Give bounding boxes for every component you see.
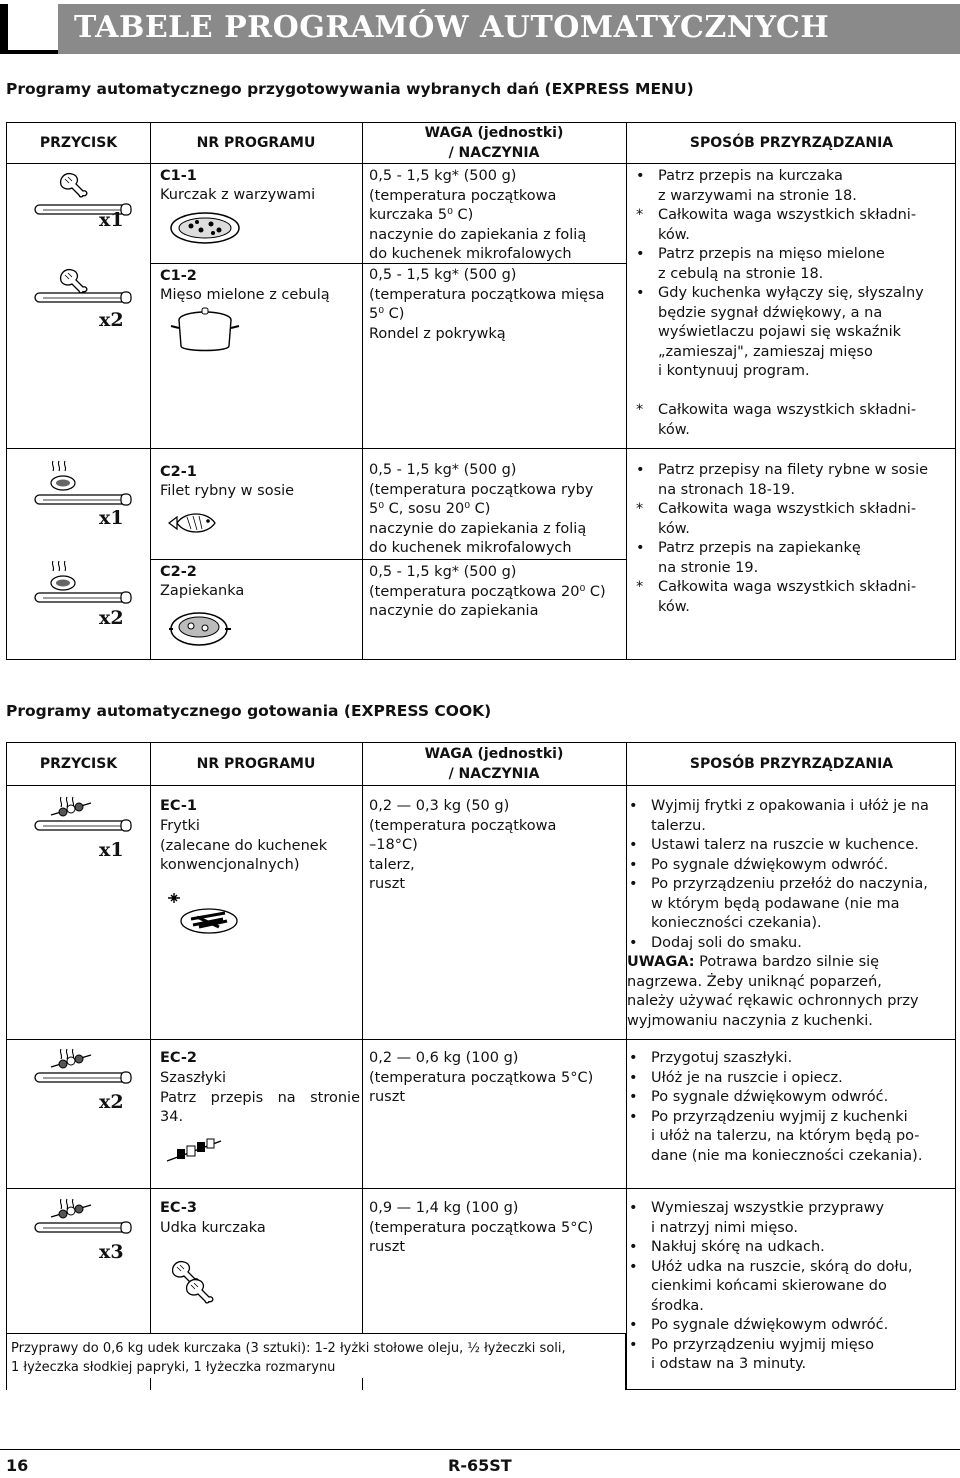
bullet-item: • Gdy kuchenka wyłączy się, słyszalny <box>634 284 924 304</box>
program-name-c1-2: Mięso mielone z cebulą <box>160 287 330 303</box>
bullet-continuation: na stronach 18-19. <box>658 481 796 498</box>
footnote-item: * Całkowita waga wszystkich składni- <box>634 401 924 421</box>
chicken-legs-icon <box>163 1255 223 1309</box>
press-count-x2-c2: x2 <box>99 607 124 629</box>
bullet-continuation: środka. <box>651 1297 704 1314</box>
col-header-program: NR PROGRAMU <box>196 135 316 151</box>
header-tab-box <box>8 4 58 50</box>
col-header-weight-2b: / NACZYNIA <box>448 766 540 782</box>
bullet-continuation <box>634 382 924 402</box>
col-header-button-2: PRZYCISK <box>39 756 118 772</box>
program-name-ec3: Udka kurczaka <box>160 1220 266 1236</box>
bullet-item: • Ustawi talerz na ruszcie w kuchence. <box>627 836 929 856</box>
bullet-item: • Po sygnale dźwiękowym odwróć. <box>627 856 929 876</box>
page-title: TABELE PROGRAMÓW AUTOMATYCZNYCH <box>74 10 830 45</box>
bullet-item: • Po sygnale dźwiękowym odwróć. <box>627 1316 912 1336</box>
bullet-continuation: na stronie 19. <box>658 559 759 576</box>
program-code-c1-2: C1-2 <box>160 268 197 284</box>
fries-icon <box>163 891 243 937</box>
bullet-continuation: „zamieszaj", zamieszaj mięso <box>658 343 873 360</box>
footer-divider <box>0 1449 960 1450</box>
bullet-item: • Dodaj soli do smaku. <box>627 934 929 954</box>
col-header-button: PRZYCISK <box>39 135 118 151</box>
program-name-c2-2: Zapiekanka <box>160 583 245 599</box>
bullet-continuation: wyświetlaczu pojawi się wskaźnik <box>658 324 902 340</box>
bullet-item: • Patrz przepis na kurczaka <box>634 167 924 187</box>
program-code-c2-1: C2-1 <box>160 464 197 480</box>
bullet-item: • Wymieszaj wszystkie przyprawy <box>627 1199 912 1219</box>
warning-line: należy używać rękawic ochronnych przy <box>627 993 919 1009</box>
bullet-continuation: talerzu. <box>651 817 706 834</box>
method-ec2 <box>627 1049 922 1166</box>
program-name-c1-1: Kurczak z warzywami <box>160 187 316 203</box>
footnote-item: * Całkowita waga wszystkich składni- <box>634 500 928 520</box>
express-cook-table <box>6 742 956 1390</box>
bullet-item: • Ułóż udka na ruszcie, skórą do dołu, <box>627 1258 912 1278</box>
page-header <box>0 0 960 58</box>
weight-c2-1: 0,5 - 1,5 kg* (500 g) (temperatura początkowa ryby 5⁰ C, sosu 20⁰ C) naczynie do zapiekania z folią do kuchenek mikrofalowych <box>369 462 594 556</box>
chicken-button-icon-2[interactable] <box>29 265 139 345</box>
weight-c1-1: 0,5 - 1,5 kg* (500 g) (temperatura początkowa kurczaka 5⁰ C) naczynie do zapiekania z folią do kuchenek mikrofalowych <box>369 168 587 262</box>
skewer-icon <box>165 1135 225 1169</box>
weight-ec3: 0,9 — 1,4 kg (100 g) (temperatura początkowa 5°C) ruszt <box>369 1200 594 1255</box>
program-code-ec1: EC-1 <box>160 798 197 814</box>
bullet-continuation: konieczności czekania). <box>651 915 822 931</box>
method-c1 <box>634 167 924 440</box>
program-name-c2-1: Filet rybny w sosie <box>160 483 295 499</box>
warning-line: wyjmowaniu naczynia z kuchenki. <box>627 1012 873 1029</box>
fish-icon <box>165 505 225 545</box>
bullet-continuation: dane (nie ma konieczności czekania). <box>651 1147 923 1164</box>
bullet-continuation: i odstaw na 3 minuty. <box>651 1356 807 1372</box>
col-header-method: SPOSÓB PRZYRZĄDZANIA <box>689 135 894 151</box>
page-number: 16 <box>6 1456 29 1475</box>
program-code-ec3: EC-3 <box>160 1200 197 1216</box>
bullet-continuation: i ułóż na talerzu, na którym będą po- <box>651 1128 920 1144</box>
express-menu-table <box>6 122 956 660</box>
model-number: R-65ST <box>448 1456 512 1475</box>
method-ec3 <box>627 1199 912 1375</box>
col-header-weight-2a: WAGA (jednostki) <box>424 746 564 762</box>
bullet-continuation: i natrzyj nimi mięso. <box>651 1219 799 1236</box>
bullet-continuation: i kontynuuj program. <box>658 363 810 379</box>
bullet-continuation: będzie sygnał dźwiękowy, a na <box>658 304 883 321</box>
press-count-ec1: x1 <box>99 839 124 861</box>
method-c2 <box>634 461 928 617</box>
bullet-item: • Po przyrządzeniu wyjmij mięso <box>627 1336 912 1356</box>
bullet-item: • Przygotuj szaszłyki. <box>627 1049 922 1069</box>
warning-label: UWAGA: <box>627 954 695 970</box>
section-title-express-menu: Programy automatycznego przygotowywania wybranych dań (EXPRESS MENU) <box>6 80 694 98</box>
bullet-item: • Po przyrządzeniu przełóż do naczynia, <box>627 875 929 895</box>
bullet-continuation: w którym będą podawane (nie ma <box>651 895 900 912</box>
footnote-item: * Całkowita waga wszystkich składni- <box>634 578 928 598</box>
bullet-item: • Po przyrządzeniu wyjmij z kuchenki <box>627 1108 922 1128</box>
weight-c1-2: 0,5 - 1,5 kg* (500 g) (temperatura początkowa mięsa 5⁰ C) Rondel z pokrywką <box>369 267 605 342</box>
col-header-method-2: SPOSÓB PRZYRZĄDZANIA <box>689 756 894 772</box>
program-code-c1-1: C1-1 <box>160 168 197 184</box>
bullet-continuation: cienkimi końcami skierowane do <box>651 1278 887 1294</box>
weight-ec2: 0,2 — 0,6 kg (100 g) (temperatura początkowa 5°C) ruszt <box>369 1050 594 1105</box>
weight-c2-2: 0,5 - 1,5 kg* (500 g) (temperatura początkowa 20⁰ C) naczynie do zapiekania <box>369 564 606 619</box>
bullet-item: • Patrz przepisy na filety rybne w sosie <box>634 461 928 481</box>
saucepan-icon <box>167 306 247 358</box>
bullet-continuation: ków. <box>658 598 690 615</box>
bullet-item: • Patrz przepis na mięso mielone <box>634 245 924 265</box>
warning-line <box>627 953 929 973</box>
bullet-item: • Nakłuj skórę na udkach. <box>627 1238 912 1258</box>
bullet-item: • Ułóż je na ruszcie i opiecz. <box>627 1069 922 1089</box>
program-name-ec2: Szaszłyki Patrz przepis na stronie 34. <box>160 1070 360 1125</box>
col-header-program-2: NR PROGRAMU <box>196 756 316 772</box>
program-code-ec2: EC-2 <box>160 1050 197 1066</box>
casserole-dish-icon <box>167 208 247 248</box>
warning-line: nagrzewa. Żeby uniknąć poparzeń, <box>627 973 882 990</box>
press-count-ec2: x2 <box>99 1091 124 1113</box>
bullet-item: • Patrz przepis na zapiekankę <box>634 539 928 559</box>
program-name-ec1: Frytki (zalecane do kuchenek konwencjonalnych) <box>160 818 328 873</box>
spices-note: Przyprawy do 0,6 kg udek kurczaka (3 sztuki): 1-2 łyżki stołowe oleju, ½ łyżeczki soli, 1 łyżeczka słodkiej papryki, 1 łyżeczka rozmarynu <box>11 1341 566 1375</box>
method-ec1 <box>627 797 929 1031</box>
col-header-weight-2: / NACZYNIA <box>448 145 540 161</box>
bullet-continuation: z warzywami na stronie 18. <box>658 187 857 204</box>
casserole-icon <box>165 605 235 651</box>
press-count-ec3: x3 <box>99 1241 124 1263</box>
bullet-item: • Po sygnale dźwiękowym odwróć. <box>627 1088 922 1108</box>
press-count-x1: x1 <box>99 209 124 231</box>
bullet-continuation: ków. <box>658 520 690 537</box>
footnote-item: * Całkowita waga wszystkich składni- <box>634 206 924 226</box>
press-count-x1-c2: x1 <box>99 507 124 529</box>
program-code-c2-2: C2-2 <box>160 564 197 580</box>
bullet-continuation: ków. <box>658 421 690 438</box>
warning-text: Potrawa bardzo silnie się <box>694 954 880 970</box>
col-header-weight-1: WAGA (jednostki) <box>424 125 564 141</box>
section-title-express-cook: Programy automatycznego gotowania (EXPRESS COOK) <box>6 702 492 720</box>
bullet-item: • Wyjmij frytki z opakowania i ułóż je na <box>627 797 929 817</box>
bullet-continuation: z cebulą na stronie 18. <box>658 265 824 282</box>
weight-ec1: 0,2 — 0,3 kg (50 g) (temperatura początkowa –18°C) talerz, ruszt <box>369 798 557 892</box>
press-count-x2: x2 <box>99 309 124 331</box>
bullet-continuation: ków. <box>658 226 690 243</box>
